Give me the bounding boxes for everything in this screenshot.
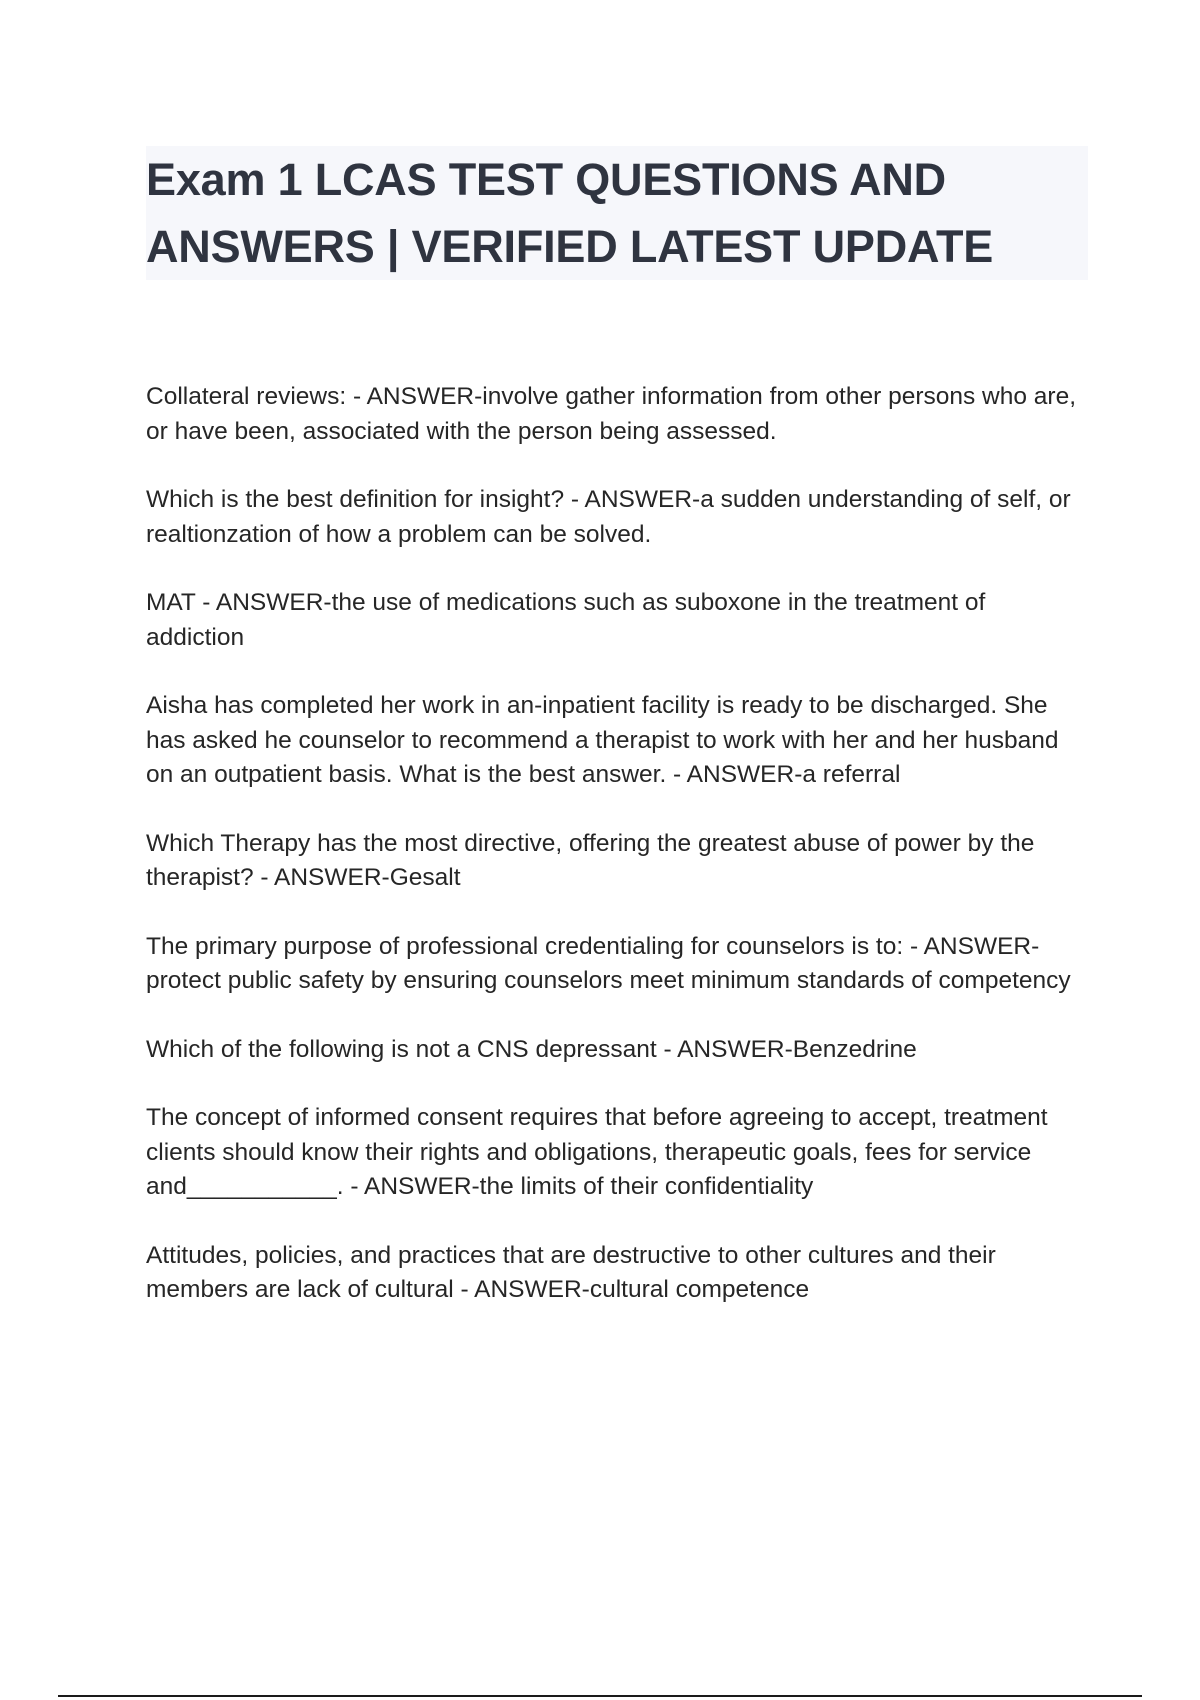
page-title <box>146 146 1088 280</box>
title-block <box>146 146 1088 280</box>
qa-item: Which of the following is not a CNS depressant - ANSWER-Benzedrine <box>146 1035 917 1063</box>
title-line-2: ANSWERS | VERIFIED LATEST UPDATE <box>146 221 994 272</box>
page-bottom-divider <box>58 1695 1142 1697</box>
qa-item: Aisha has completed her work in an-inpatient facility is ready to be discharged. She has asked he counselor to recommend a therapist to work with her and her husband on an outpatient basis. What is the best answer. - ANSWER-a referral <box>146 692 1059 788</box>
qa-item: The concept of informed consent requires that before agreeing to accept, treatment clients should know their rights and obligations, therapeutic goals, fees for service and___________. - ANSWER-the limits of their confidentiality <box>146 1104 1048 1200</box>
qa-item: MAT - ANSWER-the use of medications such as suboxone in the treatment of addiction <box>146 589 986 651</box>
title-line-1: Exam 1 LCAS TEST QUESTIONS AND <box>146 154 946 205</box>
qa-item: Attitudes, policies, and practices that are destructive to other cultures and their members are lack of cultural - ANSWER-cultural competence <box>146 1241 996 1303</box>
qa-list <box>146 380 1086 1342</box>
qa-item: Which is the best definition for insight? - ANSWER-a sudden understanding of self, or realtionzation of how a problem can be solved. <box>146 486 1071 548</box>
qa-item: Which Therapy has the most directive, offering the greatest abuse of power by the therapist? - ANSWER-Gesalt <box>146 829 1035 891</box>
qa-item: The primary purpose of professional credentialing for counselors is to: - ANSWER-protect public safety by ensuring counselors meet minimum standards of competency <box>146 932 1071 994</box>
qa-item: Collateral reviews: - ANSWER-involve gather information from other persons who are, or have been, associated with the person being assessed. <box>146 383 1077 445</box>
